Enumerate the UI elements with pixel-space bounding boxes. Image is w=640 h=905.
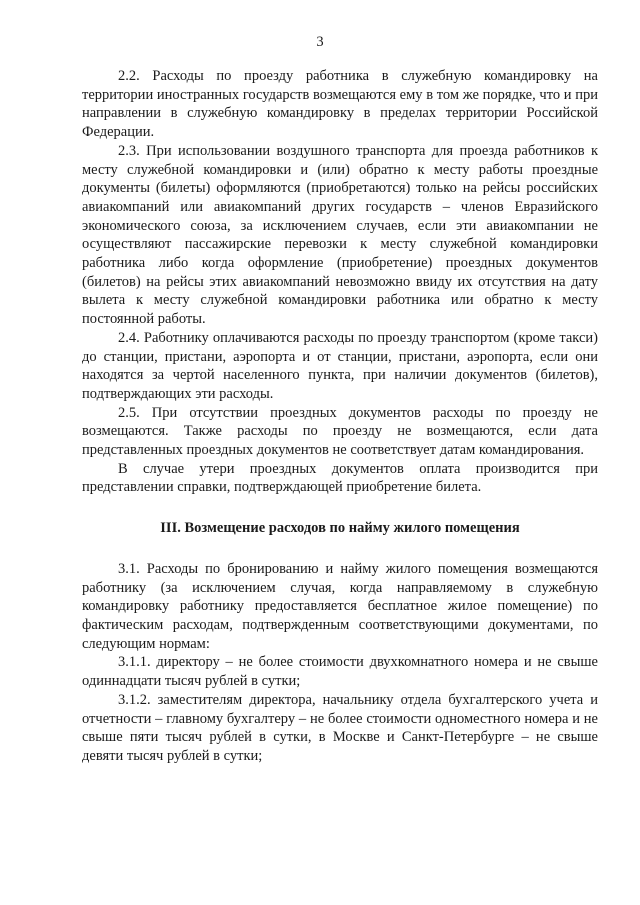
paragraph-2-3: 2.3. При использовании воздушного транспорта для проезда работников к месту служебной командировки и (или) обратно к месту работы проездные документы (билеты) оформляются (приобретаются) только на рейсы российских авиакомпаний или авиакомпаний других государств – членов Евразийского экономического союза, за исключением случаев, если эти авиакомпании не осуществляют пассажирские перевозки к месту служебной командировки работника либо когда оформление (приобретение) проездных документов (билетов) на рейсы этих авиакомпаний невозможно ввиду их отсутствия на дату вылета к месту служебной командировки работника или обратно к месту постоянной работы. [82, 142, 598, 328]
paragraph-3-1: 3.1. Расходы по бронированию и найму жилого помещения возмещаются работнику (за исключением случая, когда направляемому в служебную командировку работнику предоставляется бесплатное жилое помещение) по фактическим расходам, подтвержденным соответствующими документами, по следующим нормам: [82, 560, 598, 652]
section-heading-iii: III. Возмещение расходов по найму жилого помещения [160, 520, 520, 537]
paragraph-3-1-2: 3.1.2. заместителям директора, начальнику отдела бухгалтерского учета и отчетности – главному бухгалтеру – не более стоимости одноместного номера и не свыше пяти тысяч рублей в сутки, в Москве и Санкт-Петербурге – не свыше девяти тысяч рублей в сутки; [82, 691, 598, 764]
document-body [82, 67, 598, 766]
paragraph-2-4: 2.4. Работнику оплачиваются расходы по проезду транспортом (кроме такси) до станции, пристани, аэропорта и от станции, пристани, аэропорта, если они находятся за чертой населенного пункта, при наличии документов (билетов), подтверждающих эти расходы. [82, 329, 598, 402]
paragraph-2-2: 2.2. Расходы по проезду работника в служебную командировку на территории иностранных государств возмещаются ему в том же порядке, что и при направлении в служебную командировку в пределах территории Российской Федерации. [82, 68, 598, 141]
paragraph-3-1-1: 3.1.1. директору – не более стоимости двухкомнатного номера и не свыше одиннадцати тысяч рублей в сутки; [82, 654, 598, 690]
paragraph-2-5-lost-tickets: В случае утери проездных документов оплата производится при представлении справки, подтверждающей приобретение билета. [82, 460, 598, 496]
paragraph-2-5: 2.5. При отсутствии проездных документов расходы по проезду не возмещаются. Также расходы по проезду не возмещаются, если дата представленных проездных документов не соответствует датам командирования. [82, 404, 598, 459]
page-number: 3 [316, 34, 324, 50]
